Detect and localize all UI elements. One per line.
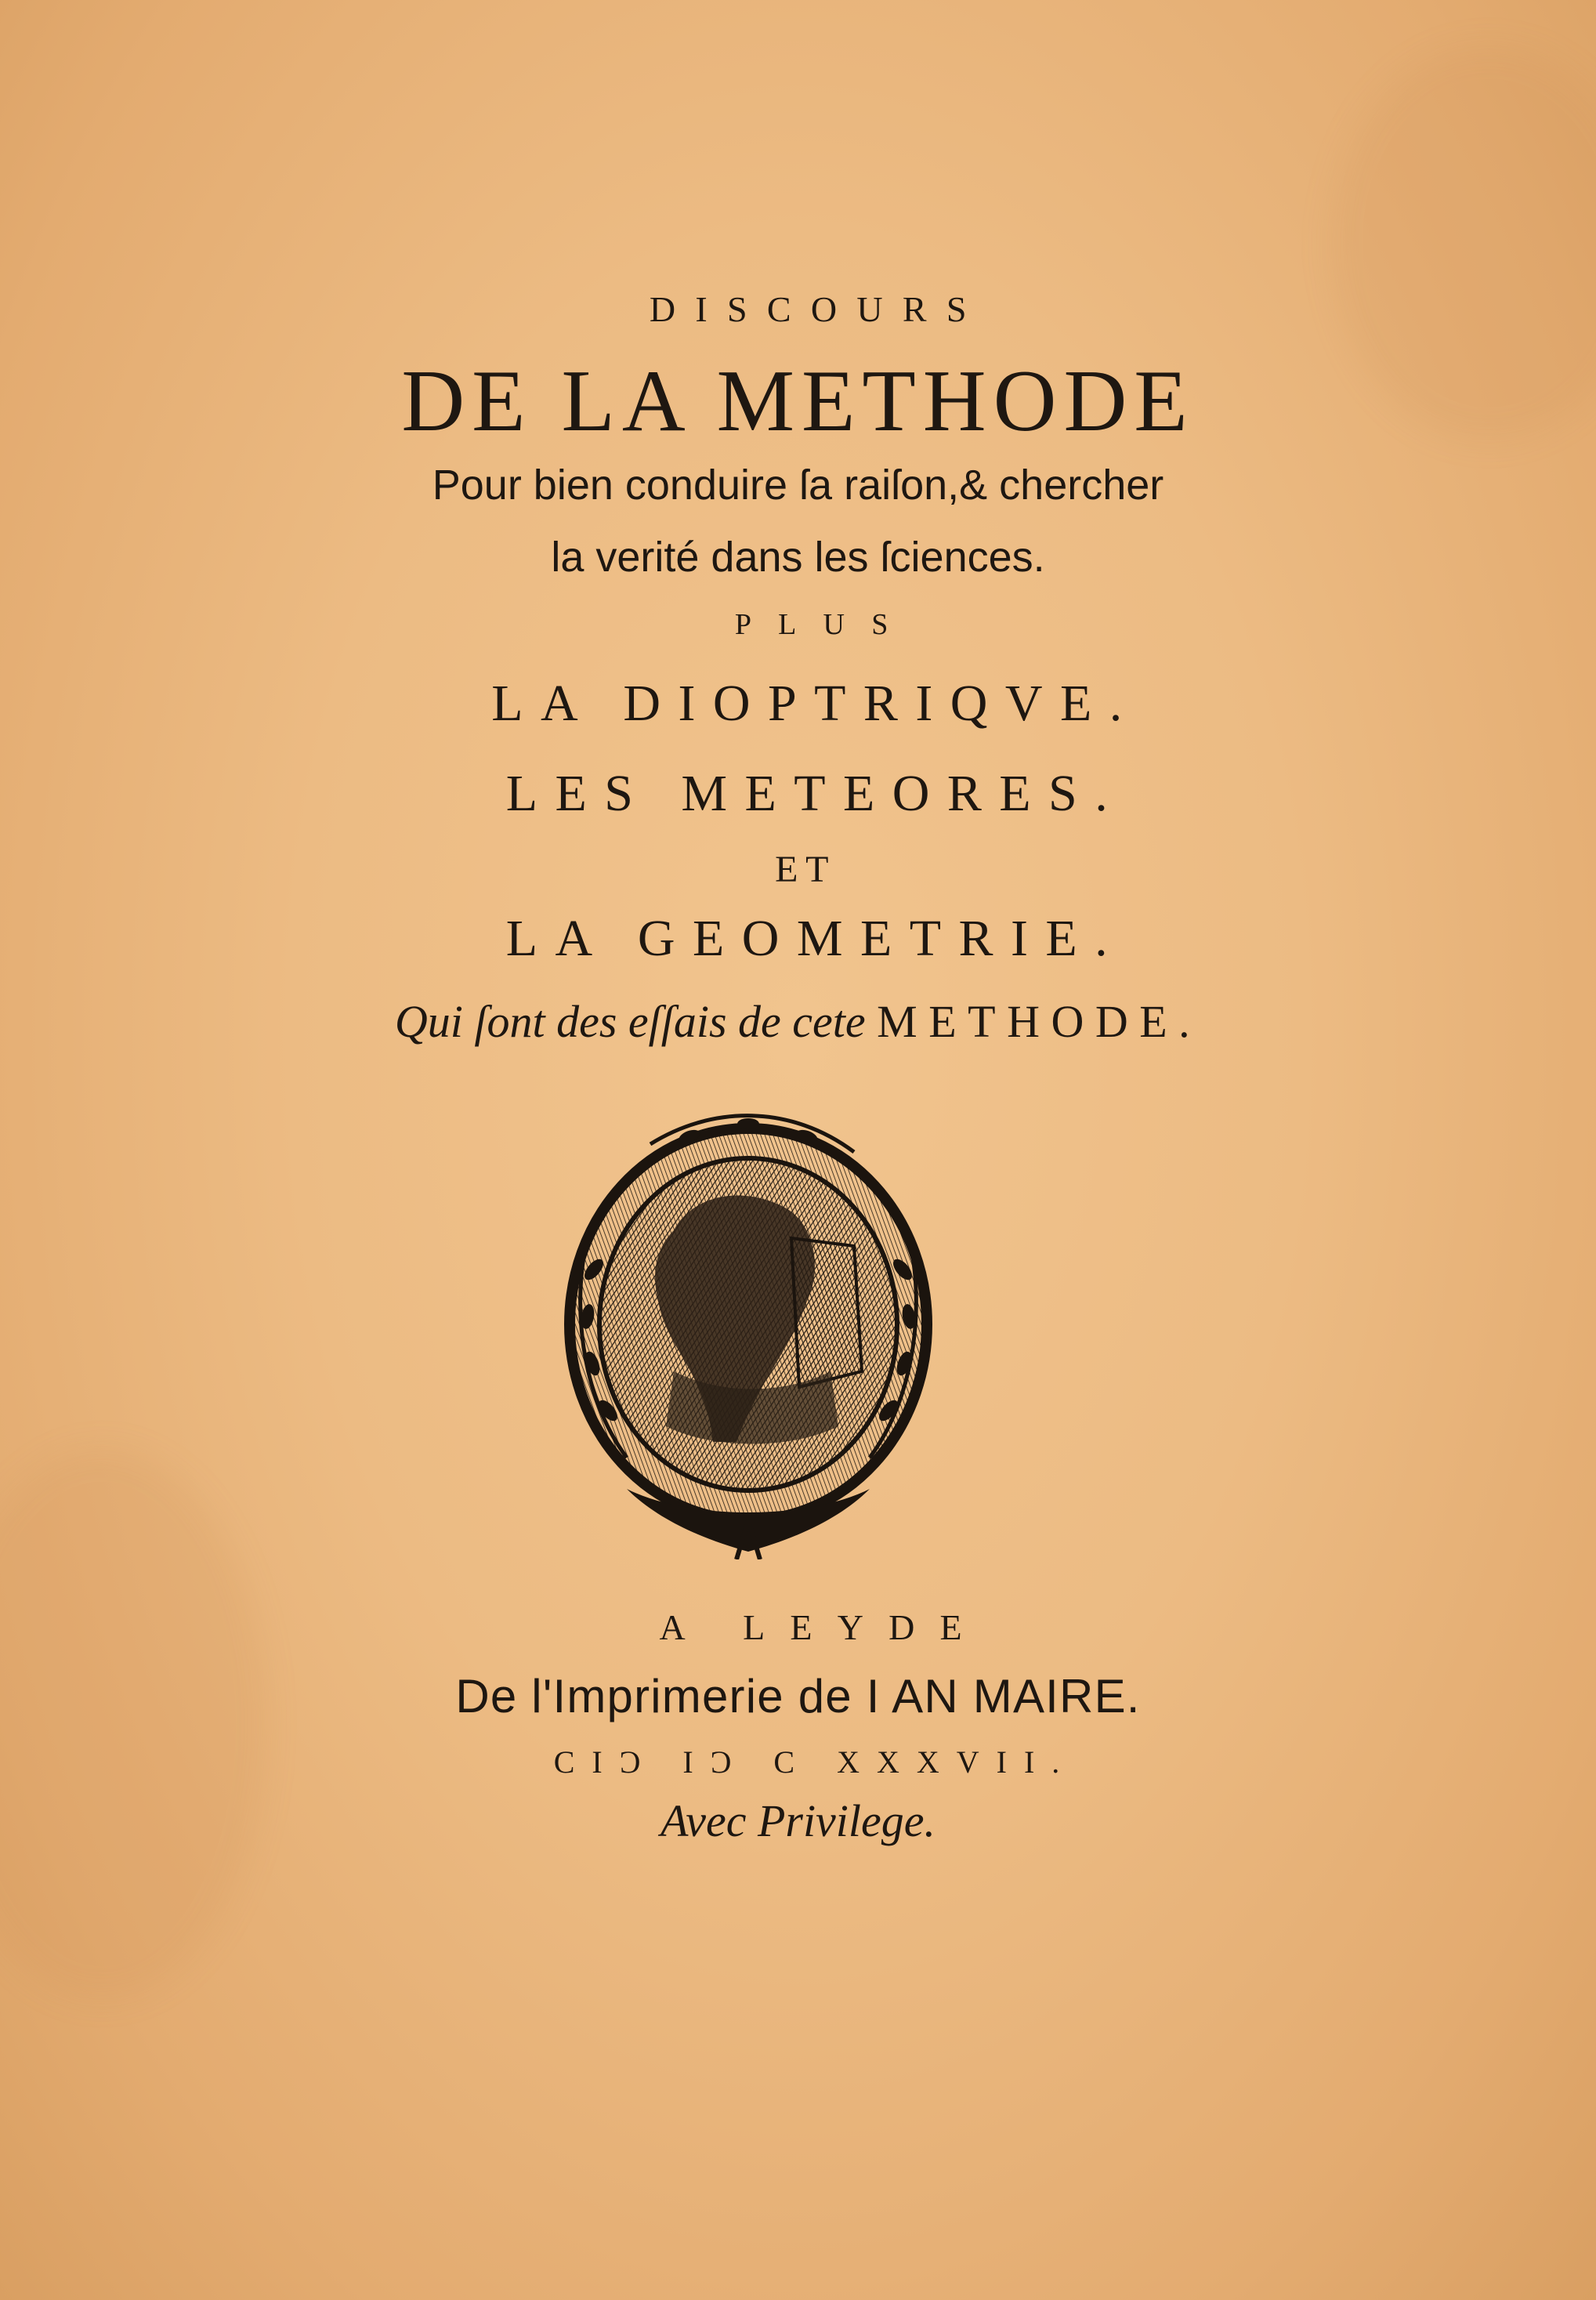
plus-label: PLUS <box>734 608 915 641</box>
et-label: ET <box>775 849 837 890</box>
imprimerie-line: De l'Imprimerie de I AN MAIRE. <box>455 1670 1141 1722</box>
les-meteores: LES METEORES. <box>505 765 1126 822</box>
date-roman: CIƆ IƆ C XXXVII. <box>553 1744 1077 1780</box>
essais-italic-text: Qui ſont des eſſais de cete <box>394 996 866 1047</box>
la-geometrie: LA GEOMETRIE. <box>505 910 1126 967</box>
subtitle-line-1: Pour bien conduire ſa raiſon,& chercher <box>432 462 1164 509</box>
avec-privilege: Avec Privilege. <box>660 1795 936 1846</box>
paper-stain <box>0 1450 266 1998</box>
printer-device-emblem <box>556 1113 940 1559</box>
subtitle-line-2: la verité dans les ſciences. <box>551 534 1045 581</box>
essais-line <box>0 995 1596 1048</box>
essais-methode-word: METHODE. <box>877 996 1202 1047</box>
la-dioptrique: LA DIOPTRIQVE. <box>491 675 1140 732</box>
title-de-la-methode: DE LA METHODE <box>401 353 1195 450</box>
title-discours: DISCOURS <box>649 289 986 329</box>
a-leyde: A LEYDE <box>659 1607 987 1647</box>
